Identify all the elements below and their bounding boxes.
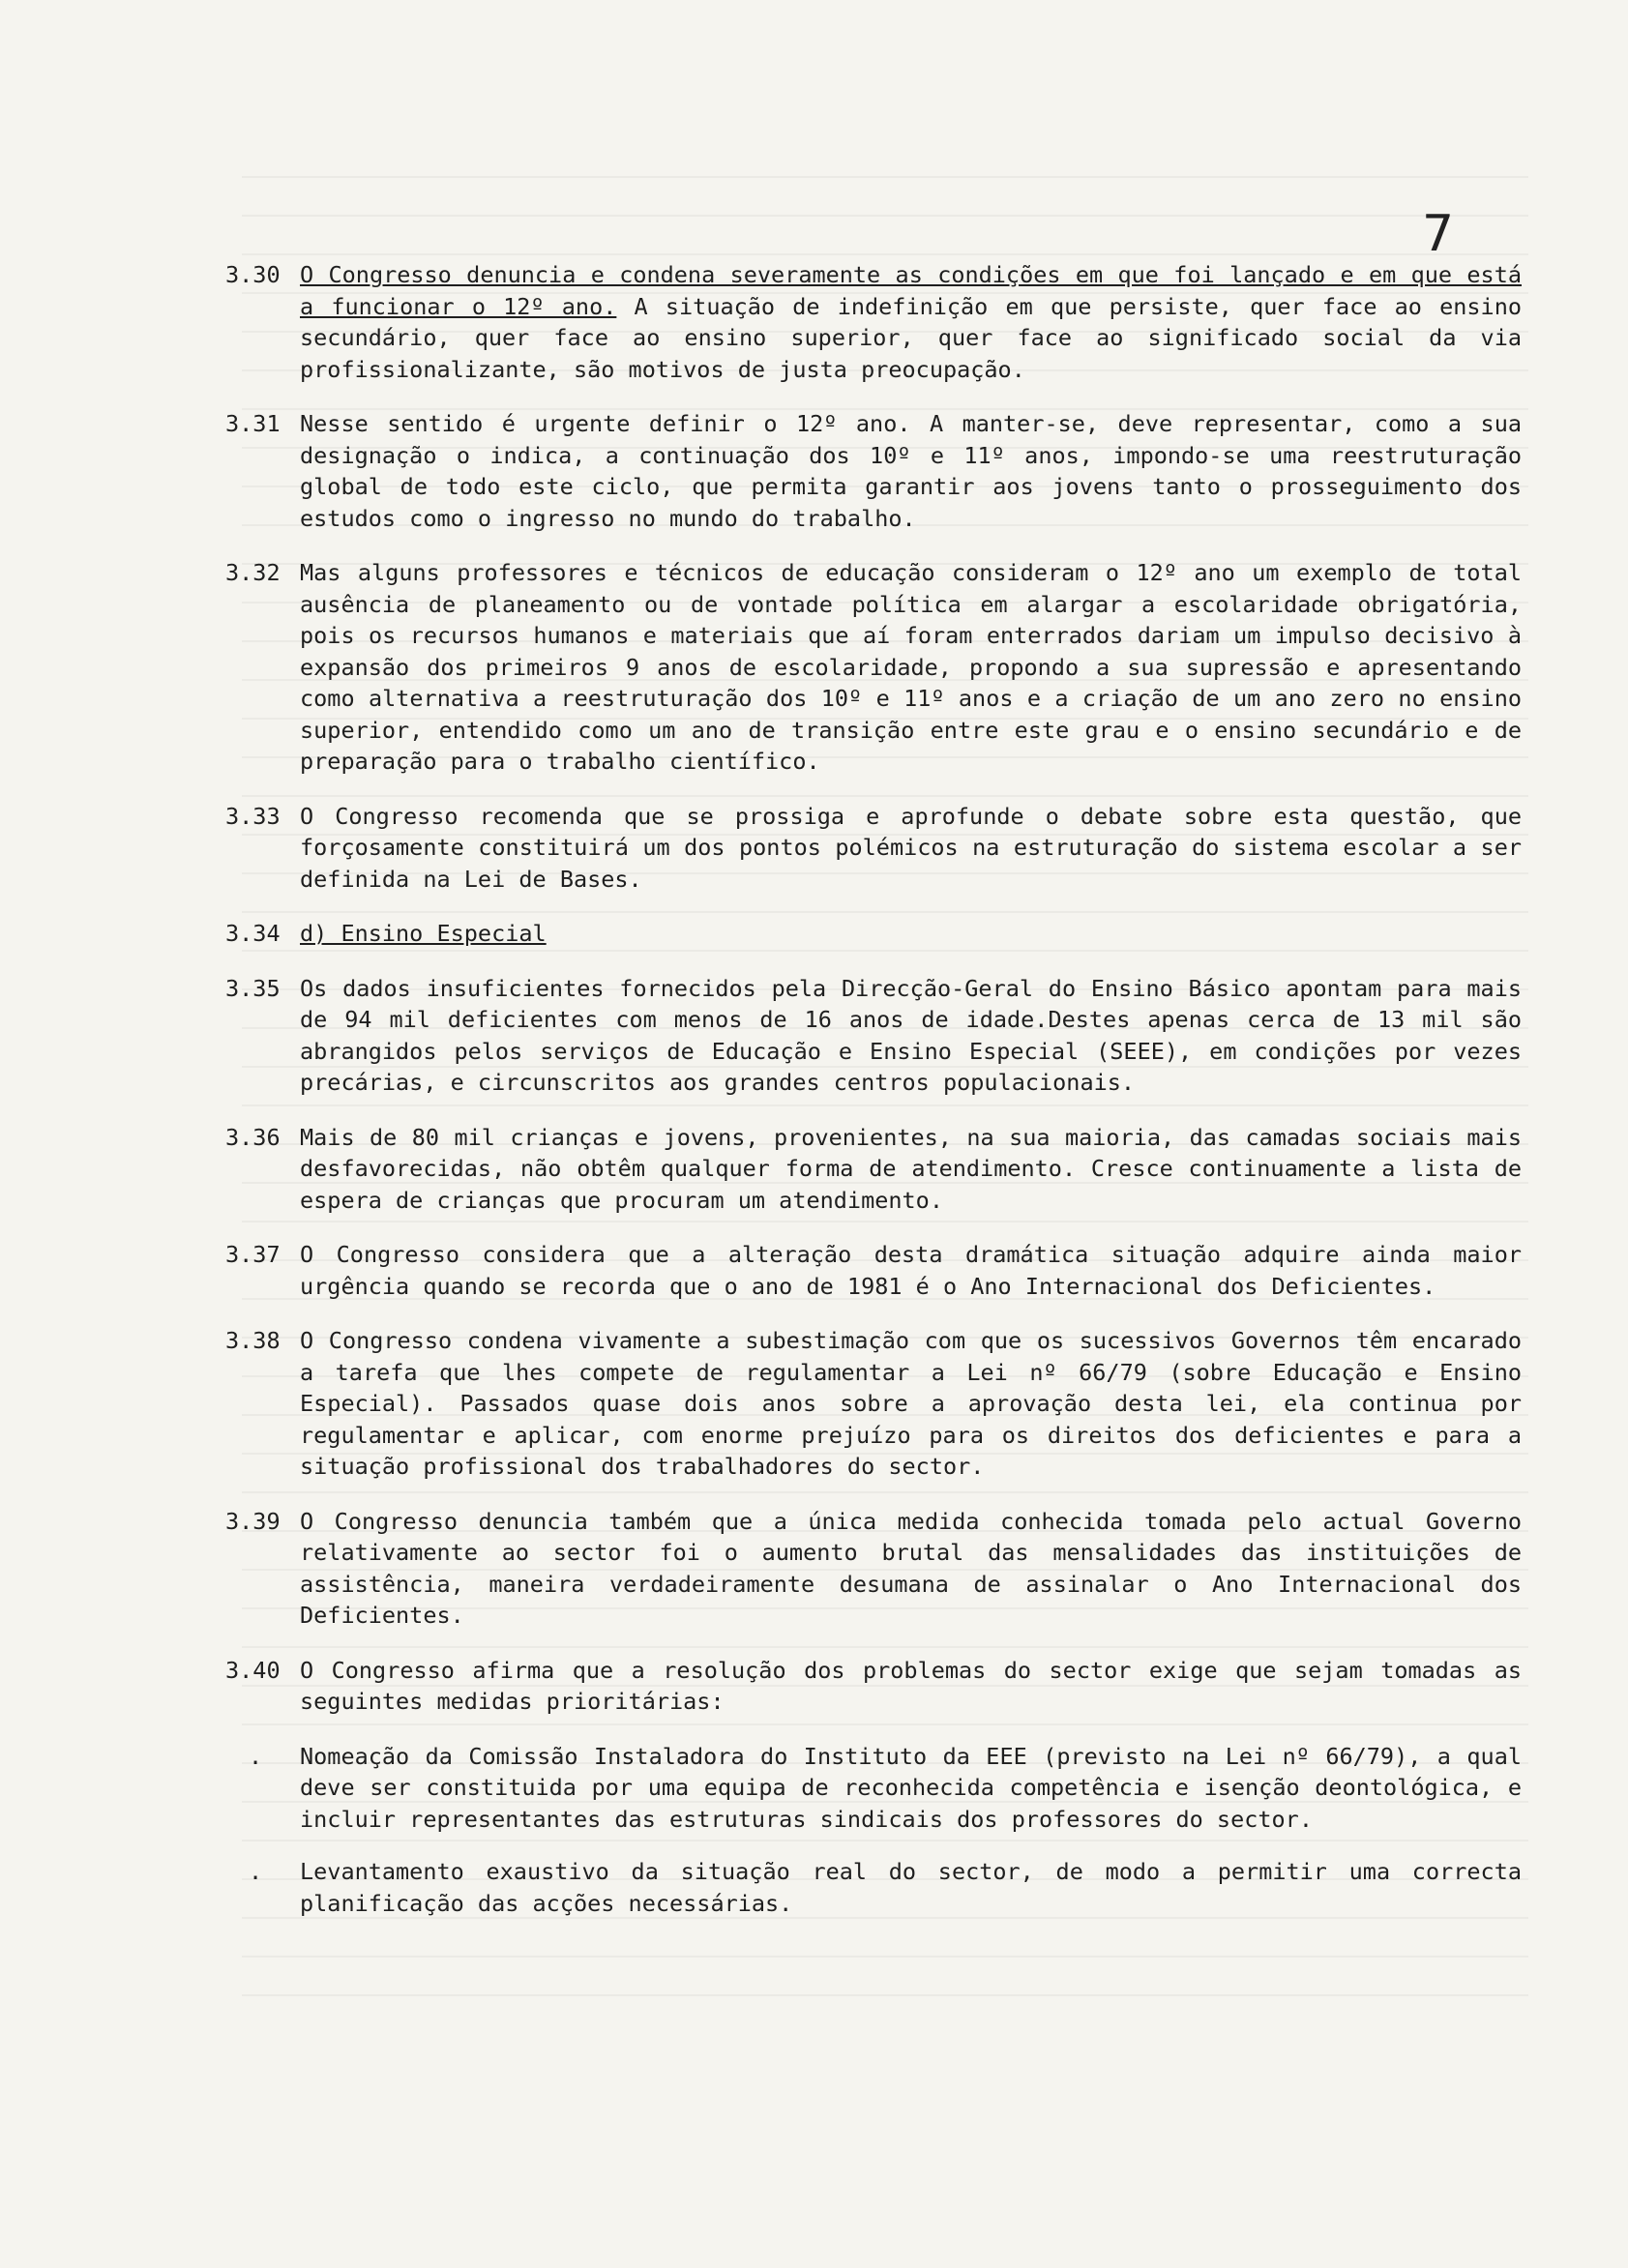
paragraph-3-36 bbox=[225, 1122, 1522, 1217]
paragraph-text: O Congresso recomenda que se prossiga e aprofunde o debate sobre esta questão, que forçosamente constituirá um dos pontos polémicos na estruturação do sistema escolar a ser definida na Lei de Bases. bbox=[300, 802, 1522, 893]
paragraph-number: 3.32 bbox=[225, 559, 281, 586]
page-number: 7 bbox=[1422, 205, 1455, 263]
bullet-item bbox=[225, 1741, 1522, 1836]
paragraph-3-32 bbox=[225, 557, 1522, 778]
paragraph-3-30 bbox=[225, 259, 1522, 385]
paragraph-3-31 bbox=[225, 408, 1522, 534]
paragraph-number: 3.38 bbox=[225, 1327, 281, 1354]
document-body bbox=[225, 259, 1522, 1940]
paragraph-3-37 bbox=[225, 1239, 1522, 1302]
paragraph-text: Mais de 80 mil crianças e jovens, provenientes, na sua maioria, das camadas sociais mais desfavorecidas, não obtêm qualquer forma de atendimento. Cresce continuamente a lista de espera de crianças que procuram um atendimento. bbox=[300, 1123, 1522, 1214]
bullet-item bbox=[225, 1856, 1522, 1919]
paragraph-number: 3.30 bbox=[225, 261, 281, 288]
paragraph-text: O Congresso condena vivamente a subestimação com que os sucessivos Governos têm encarado a tarefa que lhes compete de regulamentar a Lei nº 66/79 (sobre Educação e Ensino Especial). Passados quase dois anos sobre a aprovação desta lei, ela continua por regulamentar e aplicar, com enorme prejuízo para os direitos dos deficientes e para a situação profissional dos trabalhadores do sector. bbox=[300, 1327, 1522, 1480]
paragraph-3-39 bbox=[225, 1506, 1522, 1632]
paragraph-number: 3.36 bbox=[225, 1123, 281, 1151]
paragraph-number: 3.33 bbox=[225, 802, 281, 830]
section-heading: d) Ensino Especial bbox=[300, 920, 547, 947]
paragraph-text: O Congresso denuncia também que a única medida conhecida tomada pelo actual Governo relativamente ao sector foi o aumento brutal das mensalidades das instituições de assistência, maneira verdadeiramente desumana de assinalar o Ano Internacional dos Deficientes. bbox=[300, 1507, 1522, 1629]
paragraph-3-33 bbox=[225, 801, 1522, 896]
paragraph-3-35 bbox=[225, 973, 1522, 1099]
paragraph-text: Os dados insuficientes fornecidos pela Direcção-Geral do Ensino Básico apontam para mais de 94 mil deficientes com menos de 16 anos de idade.Destes apenas cerca de 13 mil são abrangidos pelos serviços de Educação e Ensino Especial (SEEE), em condições por vezes precárias, e circunscritos aos grandes centros populacionais. bbox=[300, 974, 1522, 1096]
paragraph-text: Mas alguns professores e técnicos de educação consideram o 12º ano um exemplo de total ausência de planeamento ou de vontade política em alargar a escolaridade obrigatória, pois os recursos humanos e materiais que aí foram enterrados dariam um impulso decisivo à expansão dos primeiros 9 anos de escolaridade, propondo a sua supressão e apresentando como alternativa a reestruturação dos 10º e 11º anos e a criação de um ano zero no ensino superior, entendido como um ano de transição entre este grau e o ensino secundário e de preparação para o trabalho científico. bbox=[300, 559, 1522, 775]
paragraph-text: O Congresso afirma que a resolução dos problemas do sector exige que sejam tomadas as seguintes medidas prioritárias: bbox=[300, 1656, 1522, 1715]
paragraph-number: 3.35 bbox=[225, 974, 281, 1002]
bullet-text: Nomeação da Comissão Instaladora do Instituto da EEE (previsto na Lei nº 66/79), a qual deve ser constituida por uma equipa de reconhecida competência e isenção deontológica, e incluir representantes das estruturas sindicais dos professores do sector. bbox=[300, 1742, 1522, 1833]
paragraph-3-34 bbox=[225, 918, 1522, 950]
paragraph-number: 3.37 bbox=[225, 1241, 281, 1268]
paragraph-number: 3.40 bbox=[225, 1656, 281, 1684]
paragraph-number: 3.34 bbox=[225, 920, 281, 947]
paragraph-number: 3.39 bbox=[225, 1507, 281, 1535]
paragraph-text: Nesse sentido é urgente definir o 12º ano. A manter-se, deve representar, como a sua designação o indica, a continuação dos 10º e 11º anos, impondo-se uma reestruturação global de todo este ciclo, que permita garantir aos jovens tanto o prosseguimento dos estudos como o ingresso no mundo do trabalho. bbox=[300, 410, 1522, 532]
bullet-mark: . bbox=[249, 1742, 263, 1770]
paragraph-rest-text: A situação de indefinição em que persiste, quer face ao ensino secundário, quer face ao ensino superior, quer face ao significado social da via profissionalizante, são motivos de justa preocupação. bbox=[300, 292, 1522, 383]
paragraph-underlined-text: O Congresso denuncia e condena severamente as condições em que foi lançado e em que está a funcionar o 12º ano. bbox=[300, 261, 1522, 320]
bullet-text: Levantamento exaustivo da situação real do sector, de modo a permitir uma correcta planificação das acções necessárias. bbox=[300, 1858, 1522, 1917]
bullet-mark: . bbox=[249, 1858, 263, 1885]
paragraph-number: 3.31 bbox=[225, 410, 281, 437]
paragraph-text bbox=[300, 259, 1522, 385]
paragraph-3-38 bbox=[225, 1325, 1522, 1483]
paragraph-text: O Congresso considera que a alteração desta dramática situação adquire ainda maior urgência quando se recorda que o ano de 1981 é o Ano Internacional dos Deficientes. bbox=[300, 1241, 1522, 1300]
paragraph-3-40 bbox=[225, 1655, 1522, 1718]
